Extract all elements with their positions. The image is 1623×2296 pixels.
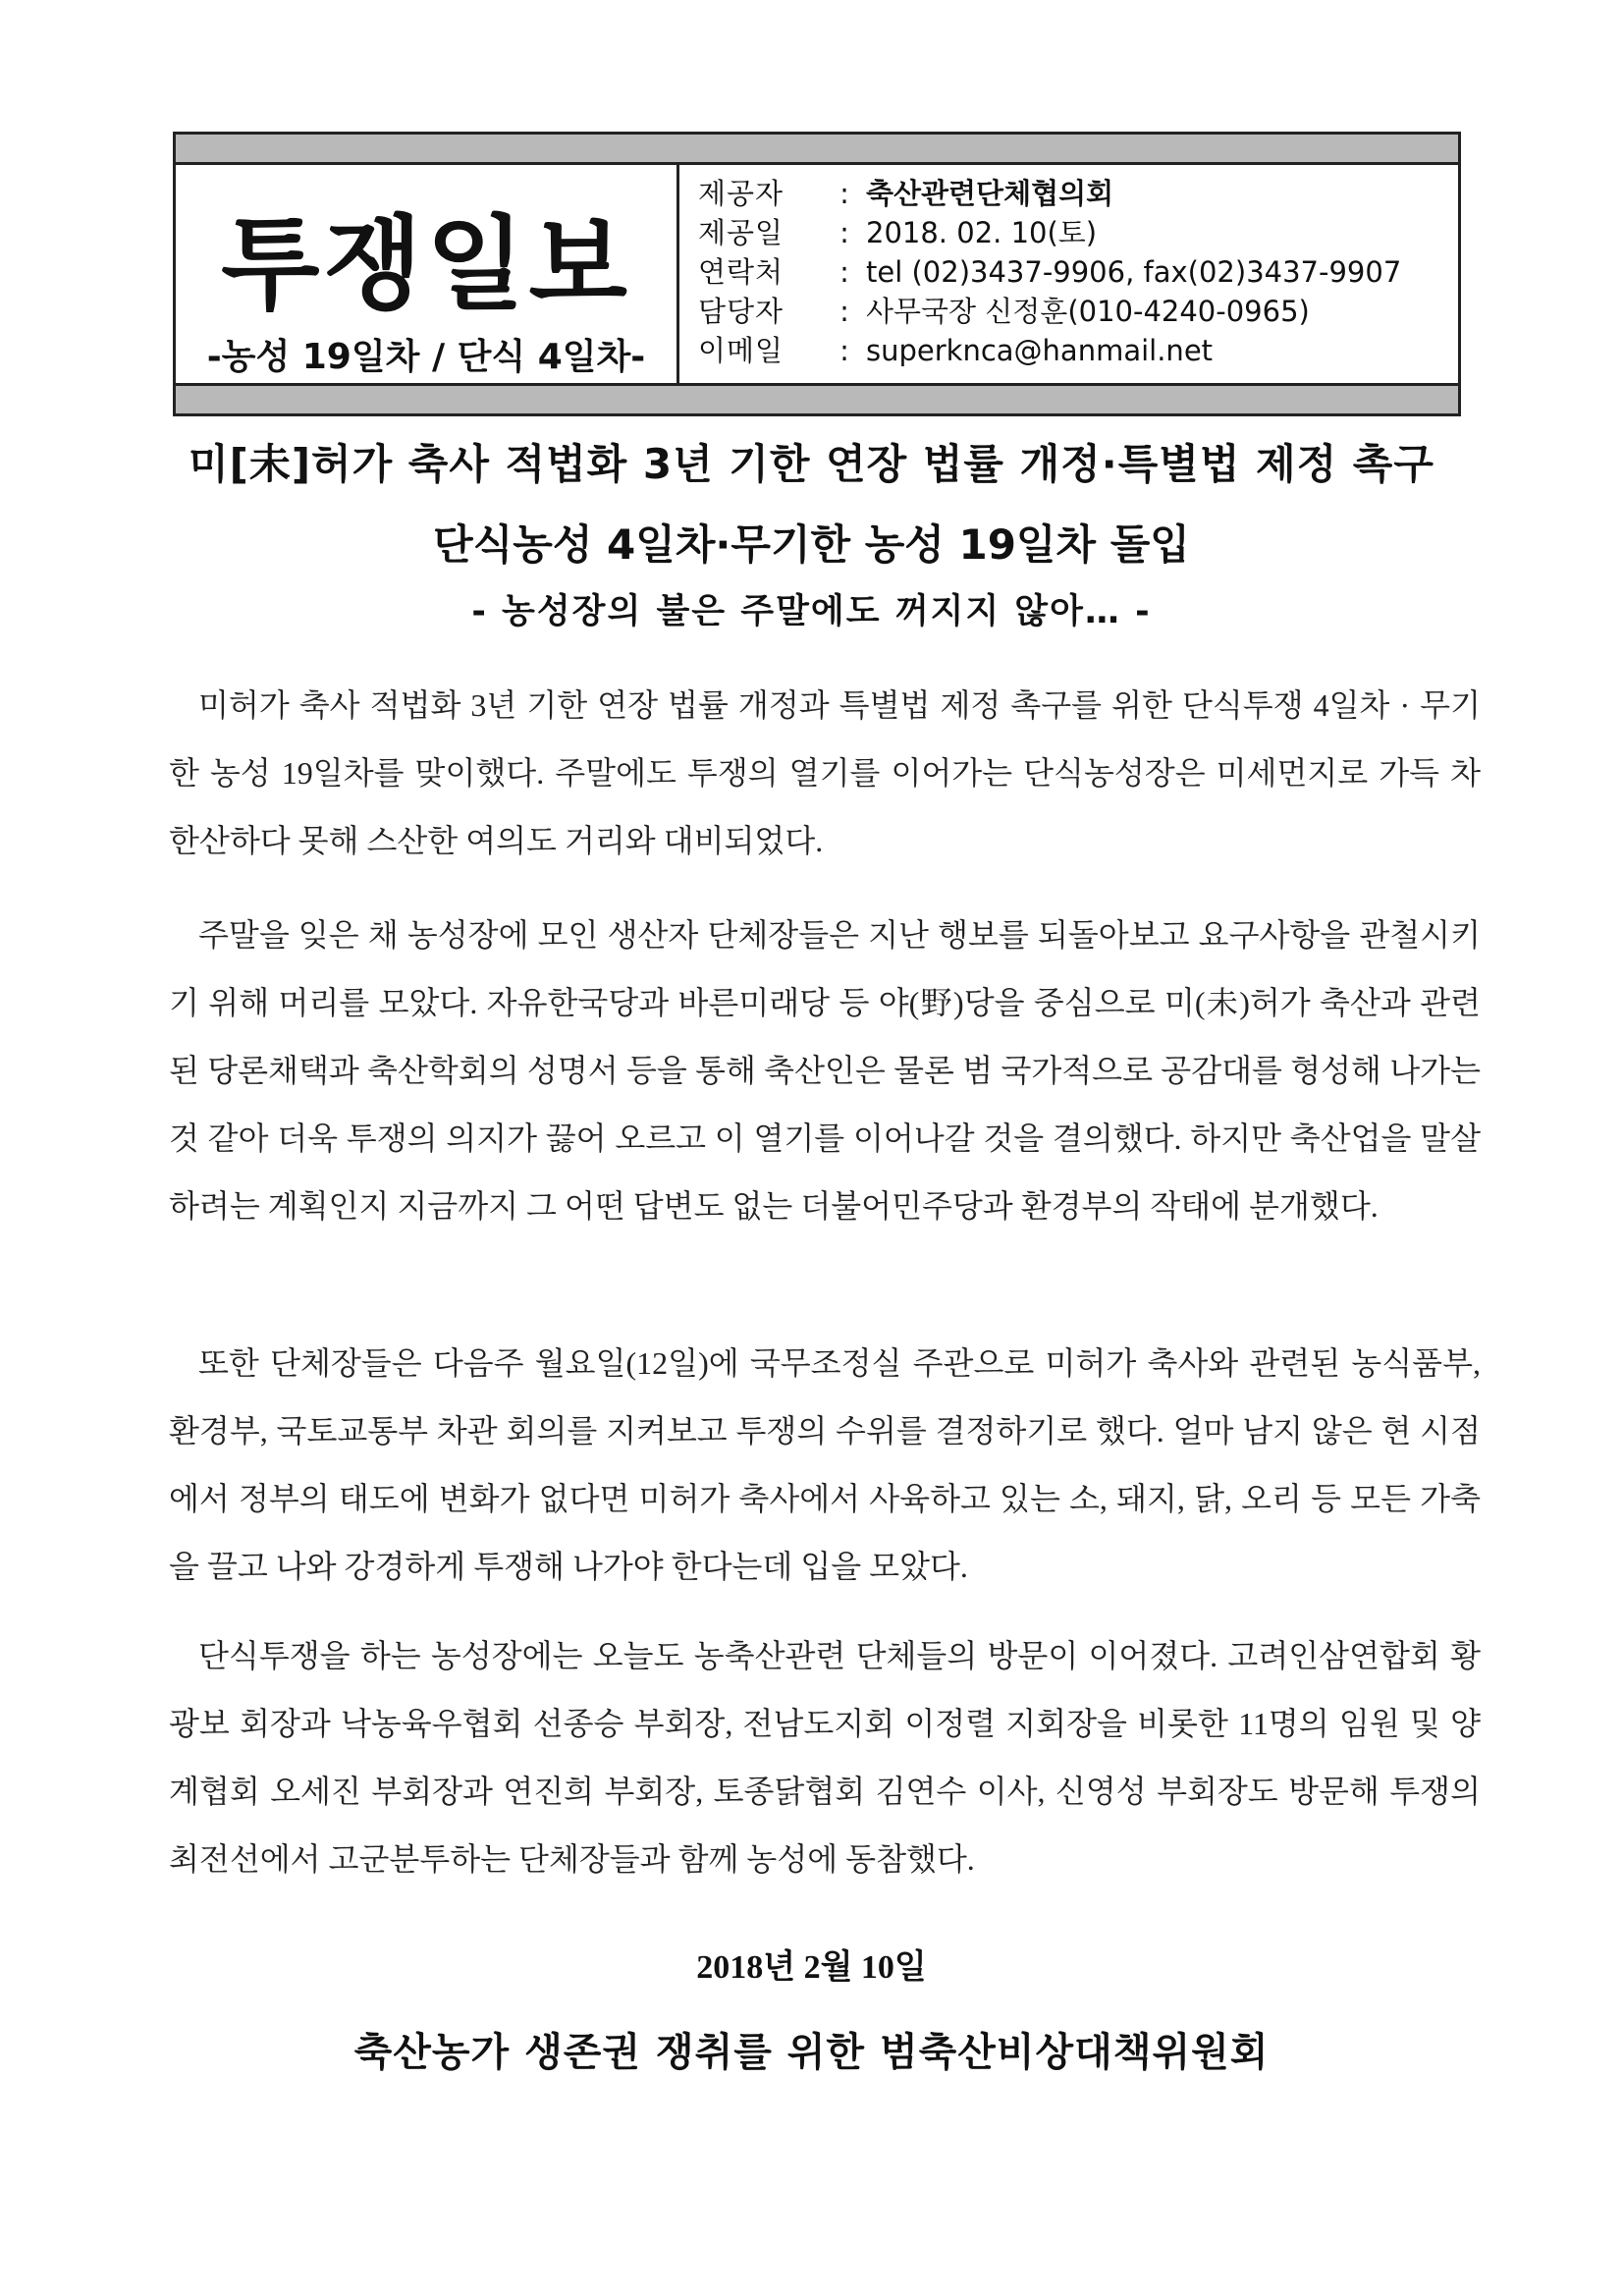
info-label: 담당자 [698,295,784,328]
info-separator: : [839,177,849,210]
body-paragraph: 단식투쟁을 하는 농성장에는 오늘도 농축산관련 단체들의 방문이 이어졌다. 고려인삼연합회 황광보 회장과 낙농육우협회 선종승 부회장, 전남도지회 이정렬 지회장을 비롯한 11명의 임원 및 양계협회 오세진 부회장과 연진희 부회장, 토종닭협회 김연수 이사, 신영성 부회장도 방문해 투쟁의 최전선에서 고군분투하는 단체장들과 함께 농성에 동참했다. [169,1638,1481,1877]
info-separator: : [839,255,849,289]
info-separator: : [839,216,849,249]
info-label: 제공자 [698,177,784,210]
info-row-date [698,213,1448,252]
newsletter-title: 투쟁일보 [221,204,631,324]
info-row-email [698,331,1448,370]
info-label: 연락처 [698,255,784,289]
masthead-title-cell [176,162,679,386]
headline-subtitle: - 농성장의 불은 주말에도 꺼지지 않아… - [471,592,1152,631]
info-value: 축산관련단체협의회 [866,177,1114,210]
info-row-provider [698,174,1448,213]
masthead-bottom-bar [176,383,1458,413]
info-label: 이메일 [698,334,784,367]
info-value: tel (02)3437-9906, fax(02)3437-9907 [866,255,1402,289]
info-row-contact [698,252,1448,292]
headline-main: 미[未]허가 축사 적법화 3년 기한 연장 법률 개정·특별법 제정 촉구 [189,440,1434,488]
info-row-manager [698,292,1448,331]
info-separator: : [839,295,849,328]
headline-secondary: 단식농성 4일차·무기한 농성 19일차 돌입 [433,520,1190,569]
issuing-organization: 축산농가 생존권 쟁취를 위한 범축산비상대책위원회 [353,2029,1270,2075]
body-paragraph: 주말을 잊은 채 농성장에 모인 생산자 단체장들은 지난 행보를 되돌아보고 요구사항을 관철시키기 위해 머리를 모았다. 자유한국당과 바른미래당 등 야(野)당을 중심으로 미(未)허가 축산과 관련된 당론채택과 축산학회의 성명서 등을 통해 축산인은 물론 범 국가적으로 공감대를 형성해 나가는 것 같아 더욱 투쟁의 의지가 끓어 오르고 이 열기를 이어나갈 것을 결의했다. 하지만 축산업을 말살하려는 계획인지 지금까지 그 어떤 답변도 없는 더불어민주당과 환경부의 작태에 분개했다. [169,917,1481,1224]
newsletter-subtitle: -농성 19일차 / 단식 4일차- [206,337,646,377]
publisher-info [698,174,1448,370]
body-paragraph: 또한 단체장들은 다음주 월요일(12일)에 국무조정실 주관으로 미허가 축사와 관련된 농식품부, 환경부, 국토교통부 차관 회의를 지켜보고 투쟁의 수위를 결정하기로 했다. 얼마 남지 않은 현 시점에서 정부의 태도에 변화가 없다면 미허가 축사에서 사육하고 있는 소, 돼지, 닭, 오리 등 모든 가축을 끌고 나와 강경하게 투쟁해 나가야 한다는데 입을 모았다. [169,1345,1481,1584]
info-value: 사무국장 신정훈(010-4240-0965) [866,295,1310,328]
info-label: 제공일 [698,216,784,249]
info-separator: : [839,334,849,367]
body-paragraph: 미허가 축사 적법화 3년 기한 연장 법률 개정과 특별법 제정 촉구를 위한 단식투쟁 4일차 · 무기한 농성 19일차를 맞이했다. 주말에도 투쟁의 열기를 이어가는 단식농성장은 미세먼지로 가득 차 한산하다 못해 스산한 여의도 거리와 대비되었다. [169,687,1481,858]
masthead-top-bar [176,135,1458,165]
masthead-box [173,132,1461,416]
issue-date: 2018년 2월 10일 [696,1949,927,1986]
info-value: superkncа@hanmail.net [866,334,1214,367]
info-value: 2018. 02. 10(토) [866,216,1098,249]
